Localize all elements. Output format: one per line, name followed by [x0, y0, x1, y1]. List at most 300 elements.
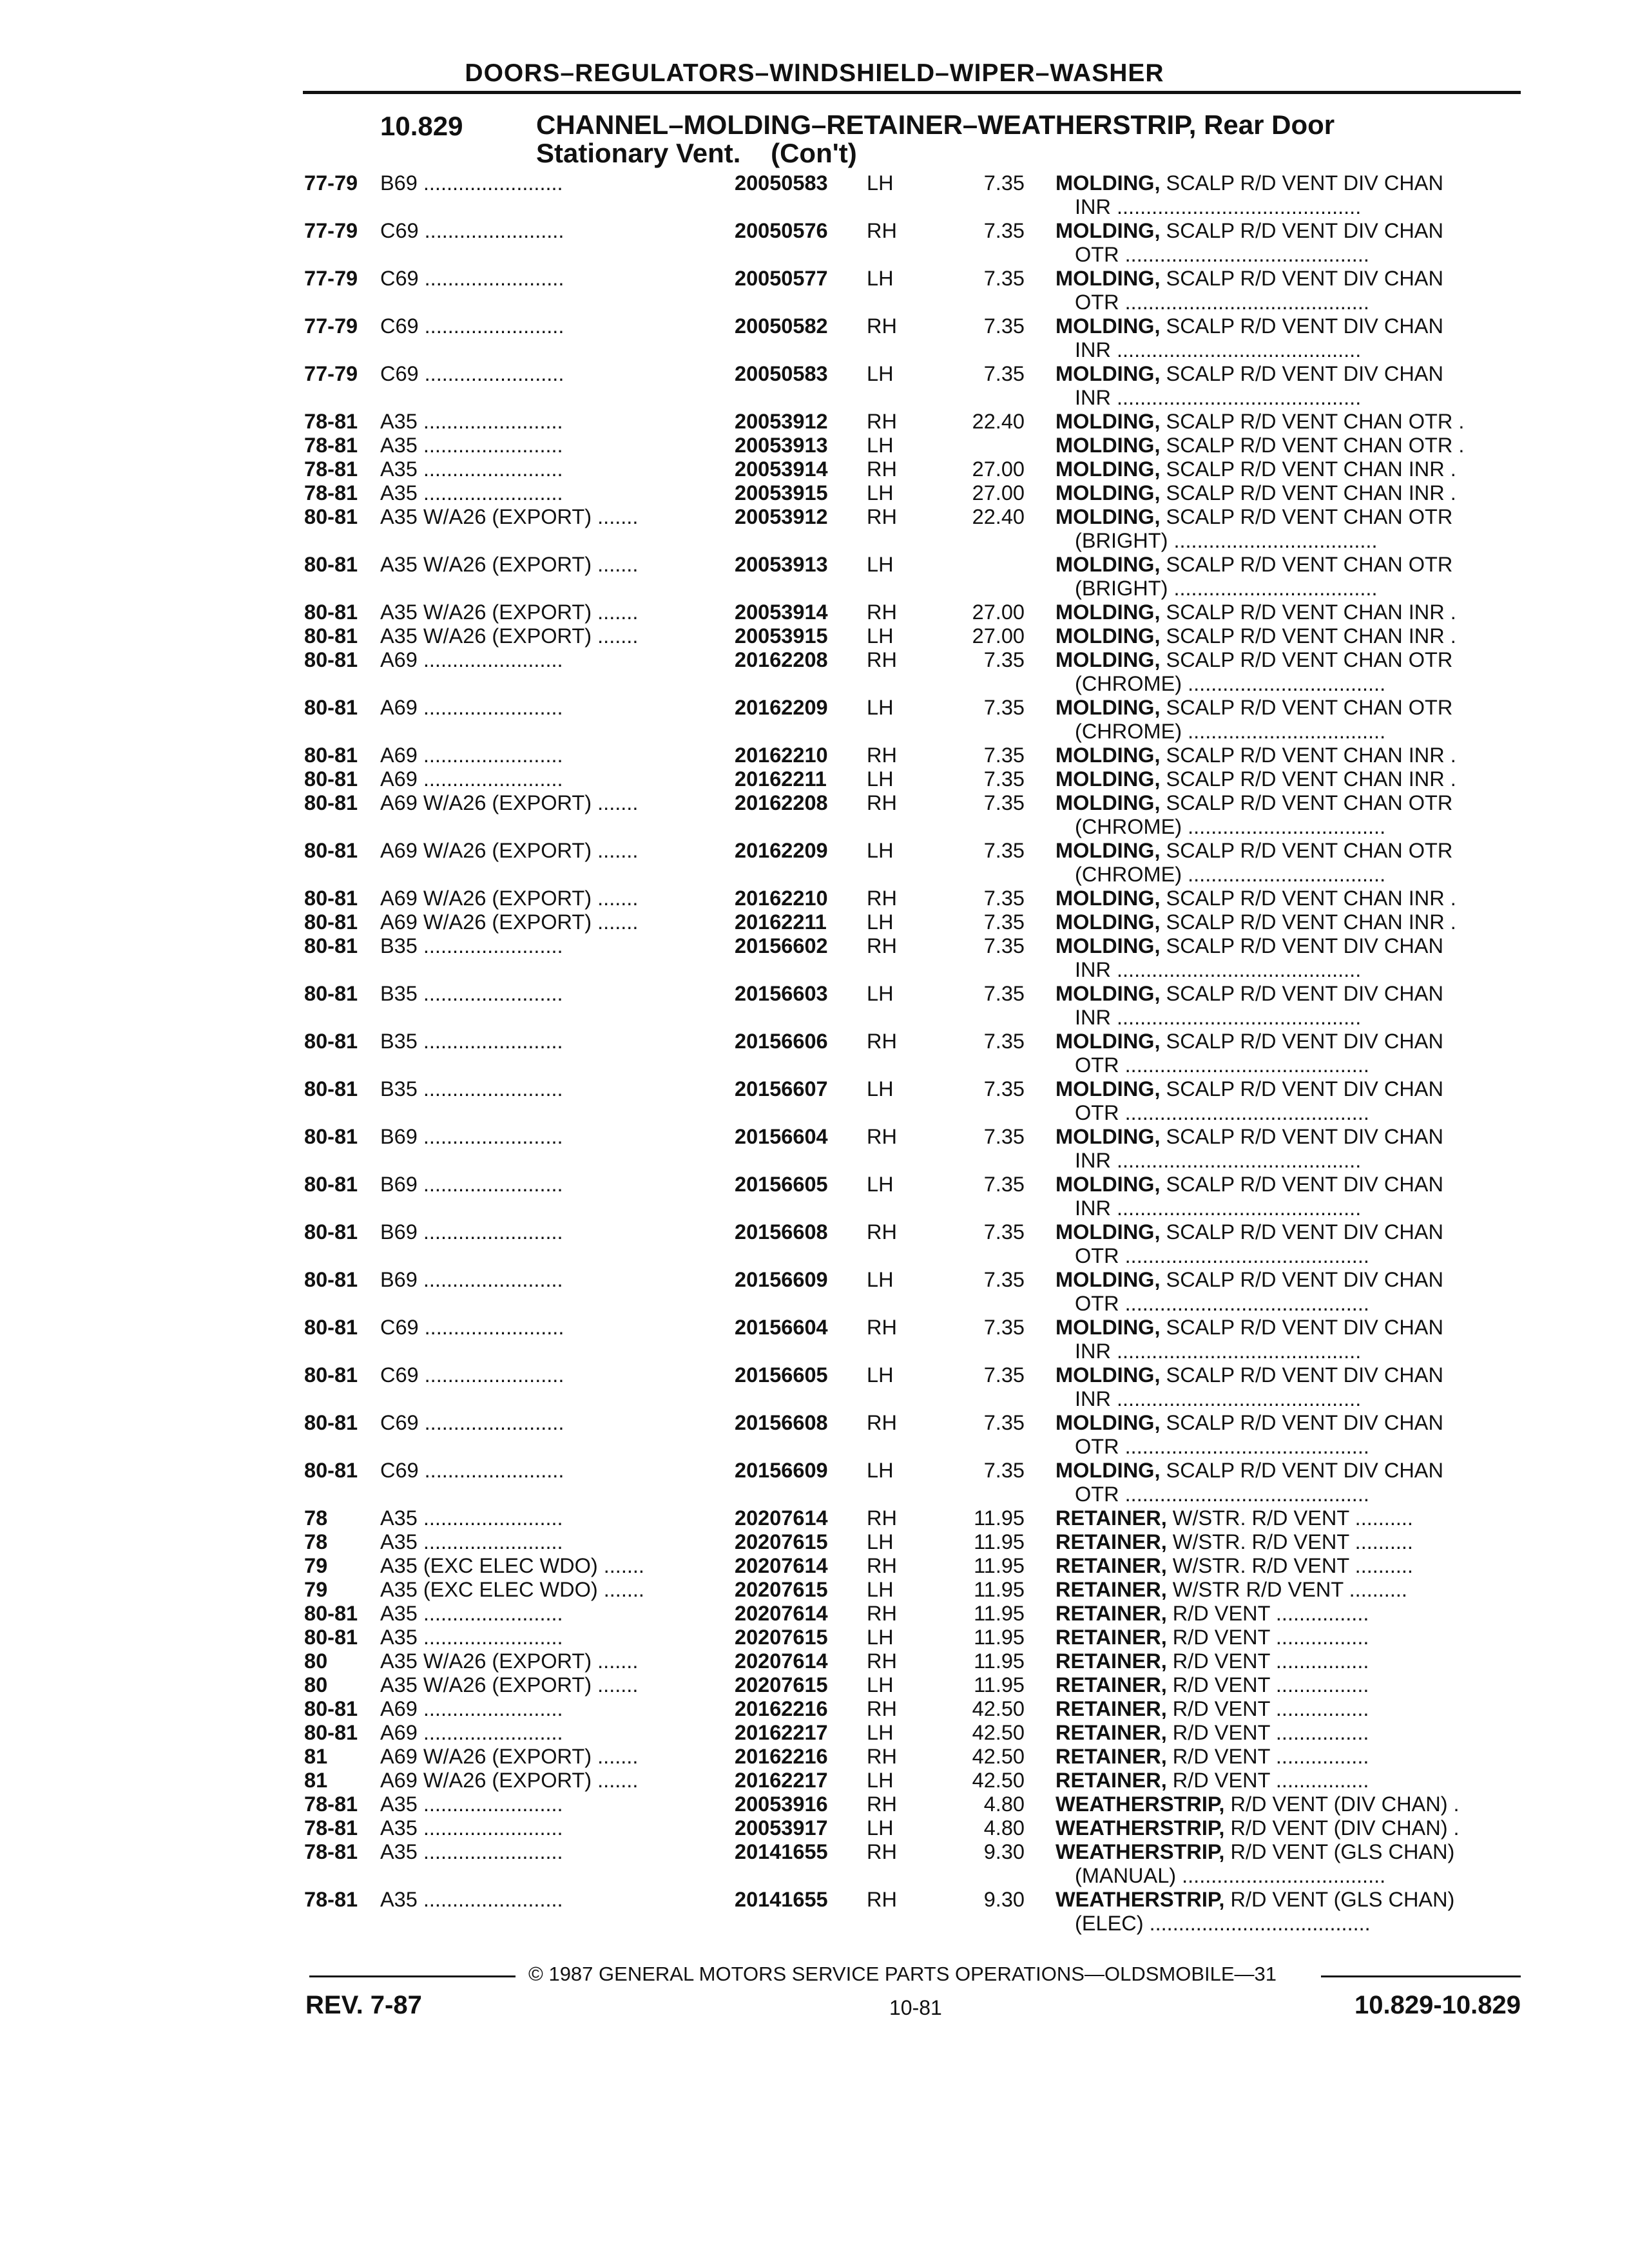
description-text: W/STR. R/D VENT ..........: [1166, 1554, 1413, 1577]
table-row: [0, 1459, 1629, 1506]
part-description: [1055, 1602, 1519, 1626]
model-code: A69 W/A26 (EXPORT) .......: [380, 1769, 639, 1792]
price: 7.35: [983, 1220, 1025, 1244]
model-year: 78-81: [304, 410, 358, 433]
model-code: A35 ........................: [380, 1530, 563, 1553]
model-year: 80-81: [304, 767, 358, 791]
description-keyword: WEATHERSTRIP,: [1055, 1888, 1225, 1911]
price: 11.95: [974, 1602, 1025, 1625]
description-line: [1055, 696, 1519, 720]
table-row: [0, 1649, 1629, 1673]
model-code: A69 W/A26 (EXPORT) .......: [380, 910, 639, 934]
table-row: [0, 1363, 1629, 1411]
description-continuation: OTR ..........................................: [1075, 1435, 1369, 1458]
side-code: LH: [867, 1173, 894, 1196]
description-text: SCALP R/D VENT DIV CHAN: [1160, 1316, 1443, 1339]
description-text: W/STR. R/D VENT ..........: [1166, 1530, 1413, 1553]
description-text: SCALP R/D VENT DIV CHAN: [1160, 1125, 1443, 1148]
description-text: SCALP R/D VENT CHAN INR .: [1160, 624, 1456, 648]
description-line: [1055, 744, 1519, 767]
description-line: [1055, 1125, 1519, 1149]
description-text: SCALP R/D VENT DIV CHAN: [1160, 982, 1443, 1005]
model-code: C69 ........................: [380, 1459, 564, 1482]
description-continuation: (CHROME) ..................................: [1075, 672, 1386, 695]
price: 7.35: [983, 314, 1025, 338]
model-code: B69 ........................: [380, 1220, 563, 1244]
part-description: [1055, 1554, 1519, 1578]
side-code: RH: [867, 505, 897, 528]
part-description: [1055, 910, 1519, 934]
price: 7.35: [983, 767, 1025, 791]
part-description: [1055, 1697, 1519, 1721]
table-row: [0, 1697, 1629, 1721]
table-row: [0, 648, 1629, 696]
model-year: 78-81: [304, 457, 358, 481]
table-row: [0, 553, 1629, 601]
table-row: [0, 934, 1629, 982]
part-number: 20156608: [735, 1411, 828, 1434]
price: 11.95: [974, 1578, 1025, 1601]
model-code: C69 ........................: [380, 1316, 564, 1339]
part-number: 20053912: [735, 505, 828, 528]
part-number: 20162217: [735, 1769, 828, 1792]
part-description: [1055, 314, 1519, 362]
model-year: 78-81: [304, 1816, 358, 1840]
side-code: LH: [867, 1721, 894, 1744]
description-line: [1055, 171, 1519, 195]
description-keyword: RETAINER,: [1055, 1697, 1167, 1720]
part-number: 20156609: [735, 1268, 828, 1291]
price: 7.35: [983, 219, 1025, 242]
model-year: 77-79: [304, 171, 358, 195]
part-number: 20162216: [735, 1697, 828, 1720]
part-description: [1055, 1840, 1519, 1888]
model-year: 78-81: [304, 1792, 358, 1816]
description-line: [1055, 1673, 1519, 1697]
description-text: R/D VENT (DIV CHAN) .: [1224, 1792, 1460, 1816]
model-code: A69 ........................: [380, 744, 563, 767]
part-number: 20053913: [735, 434, 828, 457]
price: 27.00: [972, 457, 1025, 481]
description-keyword: MOLDING,: [1055, 982, 1161, 1005]
description-keyword: RETAINER,: [1055, 1649, 1167, 1673]
side-code: RH: [867, 744, 897, 767]
part-number: 20156604: [735, 1125, 828, 1148]
model-code: A69 W/A26 (EXPORT) .......: [380, 791, 639, 814]
part-number: 20162211: [735, 767, 827, 791]
description-text: SCALP R/D VENT DIV CHAN: [1160, 267, 1443, 290]
model-year: 80-81: [304, 1173, 358, 1196]
side-code: RH: [867, 219, 897, 242]
description-text: SCALP R/D VENT CHAN OTR: [1160, 696, 1453, 719]
description-continuation: INR ..........................................: [1075, 195, 1362, 218]
model-code: A69 W/A26 (EXPORT) .......: [380, 839, 639, 862]
model-year: 78: [304, 1506, 328, 1530]
price: 42.50: [972, 1745, 1025, 1768]
part-number: 20053915: [735, 624, 828, 648]
model-code: A35 (EXC ELEC WDO) .......: [380, 1578, 644, 1601]
description-line: [1055, 1220, 1519, 1244]
side-code: RH: [867, 410, 897, 433]
description-line: [1055, 1506, 1519, 1530]
part-number: 20207614: [735, 1554, 828, 1577]
model-year: 81: [304, 1745, 328, 1768]
model-year: 77-79: [304, 267, 358, 290]
part-number: 20156606: [735, 1030, 828, 1053]
description-keyword: MOLDING,: [1055, 1173, 1161, 1196]
price: 7.35: [983, 744, 1025, 767]
description-continuation: INR ..........................................: [1075, 386, 1362, 409]
table-row: [0, 481, 1629, 505]
part-number: 20162210: [735, 744, 828, 767]
table-row: [0, 1840, 1629, 1888]
description-continuation: (ELEC) ......................................: [1075, 1912, 1371, 1935]
part-description: [1055, 1411, 1519, 1459]
model-code: A35 W/A26 (EXPORT) .......: [380, 505, 639, 528]
table-row: [0, 1721, 1629, 1745]
part-number: 20050577: [735, 267, 828, 290]
part-number: 20053915: [735, 481, 828, 505]
price: 7.35: [983, 934, 1025, 957]
table-row: [0, 1673, 1629, 1697]
description-text: SCALP R/D VENT CHAN INR .: [1160, 910, 1456, 934]
description-text: SCALP R/D VENT CHAN OTR: [1160, 839, 1453, 862]
description-keyword: MOLDING,: [1055, 601, 1161, 624]
description-line: [1055, 1816, 1519, 1840]
description-line: [1055, 791, 1519, 815]
side-code: RH: [867, 1745, 897, 1768]
price: 7.35: [983, 1077, 1025, 1100]
price: 7.35: [983, 696, 1025, 719]
description-text: SCALP R/D VENT DIV CHAN: [1160, 362, 1443, 385]
footer-revision: REV. 7-87: [305, 1991, 422, 2019]
side-code: RH: [867, 314, 897, 338]
model-code: C69 ........................: [380, 1411, 564, 1434]
model-year: 80-81: [304, 1077, 358, 1100]
description-continuation: OTR ..........................................: [1075, 1244, 1369, 1267]
description-line: [1055, 553, 1519, 577]
description-continuation: INR ..........................................: [1075, 1340, 1362, 1363]
part-number: 20207615: [735, 1626, 828, 1649]
model-year: 80-81: [304, 982, 358, 1005]
description-line: [1055, 839, 1519, 863]
model-year: 80-81: [304, 553, 358, 576]
description-keyword: MOLDING,: [1055, 791, 1161, 814]
description-keyword: RETAINER,: [1055, 1578, 1167, 1601]
part-description: [1055, 1363, 1519, 1411]
part-description: [1055, 1792, 1519, 1816]
price: 11.95: [974, 1530, 1025, 1553]
model-code: A69 ........................: [380, 648, 563, 671]
model-code: A35 W/A26 (EXPORT) .......: [380, 553, 639, 576]
table-row: [0, 1077, 1629, 1125]
description-keyword: MOLDING,: [1055, 219, 1161, 242]
price: 7.35: [983, 1268, 1025, 1291]
side-code: RH: [867, 1554, 897, 1577]
model-year: 80-81: [304, 696, 358, 719]
description-continuation: INR ..........................................: [1075, 338, 1362, 361]
side-code: RH: [867, 791, 897, 814]
table-row: [0, 1554, 1629, 1578]
model-year: 80-81: [304, 1459, 358, 1482]
price: 7.35: [983, 171, 1025, 195]
model-code: A35 (EXC ELEC WDO) .......: [380, 1554, 644, 1577]
description-continuation: OTR ..........................................: [1075, 291, 1369, 314]
side-code: RH: [867, 1697, 897, 1720]
description-keyword: MOLDING,: [1055, 839, 1161, 862]
table-row: [0, 1125, 1629, 1173]
model-year: 80-81: [304, 1268, 358, 1291]
table-row: [0, 744, 1629, 767]
side-code: LH: [867, 434, 894, 457]
description-text: SCALP R/D VENT CHAN OTR: [1160, 791, 1453, 814]
price: 7.35: [983, 1363, 1025, 1387]
part-number: 20162209: [735, 839, 828, 862]
description-line: [1055, 1530, 1519, 1554]
description-continuation: (MANUAL) ...................................: [1075, 1864, 1386, 1887]
page-title: DOORS–REGULATORS–WINDSHIELD–WIPER–WASHER: [465, 59, 1164, 87]
model-year: 80-81: [304, 910, 358, 934]
description-keyword: MOLDING,: [1055, 1220, 1161, 1244]
part-number: 20053916: [735, 1792, 828, 1816]
description-text: SCALP R/D VENT CHAN OTR .: [1160, 434, 1465, 457]
part-description: [1055, 1530, 1519, 1554]
side-code: LH: [867, 624, 894, 648]
side-code: RH: [867, 1840, 897, 1863]
side-code: RH: [867, 1316, 897, 1339]
description-line: [1055, 314, 1519, 338]
description-text: R/D VENT ................: [1166, 1721, 1369, 1744]
part-number: 20162211: [735, 910, 827, 934]
part-description: [1055, 767, 1519, 791]
description-text: SCALP R/D VENT CHAN INR .: [1160, 481, 1456, 505]
description-keyword: MOLDING,: [1055, 1363, 1161, 1387]
model-year: 80-81: [304, 624, 358, 648]
model-year: 80-81: [304, 744, 358, 767]
description-keyword: MOLDING,: [1055, 1125, 1161, 1148]
table-row: [0, 982, 1629, 1030]
description-keyword: MOLDING,: [1055, 457, 1161, 481]
part-number: 20141655: [735, 1840, 828, 1863]
model-code: A35 W/A26 (EXPORT) .......: [380, 1649, 639, 1673]
part-description: [1055, 791, 1519, 839]
price: 9.30: [983, 1840, 1025, 1863]
model-year: 80-81: [304, 791, 358, 814]
description-keyword: RETAINER,: [1055, 1506, 1167, 1530]
description-keyword: RETAINER,: [1055, 1745, 1167, 1768]
part-description: [1055, 481, 1519, 505]
description-keyword: MOLDING,: [1055, 410, 1161, 433]
description-text: R/D VENT ................: [1166, 1602, 1369, 1625]
description-keyword: MOLDING,: [1055, 696, 1161, 719]
description-continuation: INR ..........................................: [1075, 1196, 1362, 1220]
side-code: LH: [867, 767, 894, 791]
price: 4.80: [983, 1816, 1025, 1840]
part-description: [1055, 553, 1519, 601]
description-line: [1055, 1173, 1519, 1196]
part-description: [1055, 362, 1519, 410]
description-text: SCALP R/D VENT CHAN INR .: [1160, 767, 1456, 791]
section-title: [536, 111, 1503, 168]
price: 11.95: [974, 1649, 1025, 1673]
part-number: 20156603: [735, 982, 828, 1005]
table-row: [0, 1745, 1629, 1769]
model-code: B69 ........................: [380, 1268, 563, 1291]
description-keyword: MOLDING,: [1055, 553, 1161, 576]
table-row: [0, 1173, 1629, 1220]
description-keyword: WEATHERSTRIP,: [1055, 1840, 1225, 1863]
description-keyword: MOLDING,: [1055, 434, 1161, 457]
model-code: B35 ........................: [380, 934, 563, 957]
side-code: LH: [867, 362, 894, 385]
price: 11.95: [974, 1673, 1025, 1696]
description-text: R/D VENT (DIV CHAN) .: [1224, 1816, 1460, 1840]
model-year: 80-81: [304, 1626, 358, 1649]
description-keyword: MOLDING,: [1055, 267, 1161, 290]
table-row: [0, 696, 1629, 744]
model-code: A69 ........................: [380, 767, 563, 791]
side-code: LH: [867, 910, 894, 934]
part-description: [1055, 887, 1519, 910]
description-continuation: OTR ..........................................: [1075, 1053, 1369, 1077]
description-keyword: MOLDING,: [1055, 624, 1161, 648]
table-row: [0, 791, 1629, 839]
side-code: RH: [867, 648, 897, 671]
part-description: [1055, 505, 1519, 553]
part-description: [1055, 1649, 1519, 1673]
description-continuation: (BRIGHT) ...................................: [1075, 577, 1378, 600]
model-year: 80-81: [304, 1316, 358, 1339]
price: 42.50: [972, 1697, 1025, 1720]
description-keyword: RETAINER,: [1055, 1530, 1167, 1553]
description-line: [1055, 1840, 1519, 1864]
price: 22.40: [972, 505, 1025, 528]
description-continuation: OTR ..........................................: [1075, 1101, 1369, 1124]
description-line: [1055, 1268, 1519, 1292]
part-description: [1055, 648, 1519, 696]
description-line: [1055, 1030, 1519, 1053]
model-year: 77-79: [304, 314, 358, 338]
model-code: A69 W/A26 (EXPORT) .......: [380, 887, 639, 910]
model-year: 78-81: [304, 481, 358, 505]
model-code: A35 ........................: [380, 457, 563, 481]
description-text: SCALP R/D VENT DIV CHAN: [1160, 1030, 1443, 1053]
model-year: 80-81: [304, 1411, 358, 1434]
side-code: RH: [867, 1411, 897, 1434]
description-line: [1055, 219, 1519, 243]
description-line: [1055, 1411, 1519, 1435]
description-text: SCALP R/D VENT DIV CHAN: [1160, 1268, 1443, 1291]
model-year: 78-81: [304, 1888, 358, 1911]
part-number: 20050576: [735, 219, 828, 242]
side-code: RH: [867, 1125, 897, 1148]
price: 7.35: [983, 1459, 1025, 1482]
model-year: 77-79: [304, 219, 358, 242]
model-year: 80-81: [304, 1697, 358, 1720]
description-keyword: RETAINER,: [1055, 1554, 1167, 1577]
price: 7.35: [983, 839, 1025, 862]
table-row: [0, 1030, 1629, 1077]
description-text: SCALP R/D VENT DIV CHAN: [1160, 1411, 1443, 1434]
price: 7.35: [983, 791, 1025, 814]
model-code: A35 ........................: [380, 1626, 563, 1649]
description-line: [1055, 1077, 1519, 1101]
table-row: [0, 1626, 1629, 1649]
model-year: 79: [304, 1554, 328, 1577]
description-keyword: MOLDING,: [1055, 1411, 1161, 1434]
part-description: [1055, 1316, 1519, 1363]
side-code: RH: [867, 1792, 897, 1816]
model-code: A35 ........................: [380, 1506, 563, 1530]
side-code: RH: [867, 1602, 897, 1625]
description-line: [1055, 1578, 1519, 1602]
section-title-line2: Stationary Vent. (Con't): [536, 138, 857, 168]
part-description: [1055, 624, 1519, 648]
part-description: [1055, 1769, 1519, 1792]
description-text: SCALP R/D VENT DIV CHAN: [1160, 1077, 1443, 1100]
side-code: RH: [867, 601, 897, 624]
model-code: A35 W/A26 (EXPORT) .......: [380, 1673, 639, 1696]
description-keyword: MOLDING,: [1055, 171, 1161, 195]
description-text: SCALP R/D VENT DIV CHAN: [1160, 1220, 1443, 1244]
description-text: R/D VENT ................: [1166, 1745, 1369, 1768]
description-continuation: OTR ..........................................: [1075, 1292, 1369, 1315]
table-row: [0, 410, 1629, 434]
description-text: W/STR R/D VENT ..........: [1166, 1578, 1407, 1601]
table-row: [0, 434, 1629, 457]
part-number: 20050583: [735, 171, 828, 195]
description-line: [1055, 624, 1519, 648]
description-line: [1055, 601, 1519, 624]
price: 4.80: [983, 1792, 1025, 1816]
description-keyword: MOLDING,: [1055, 744, 1161, 767]
description-text: W/STR. R/D VENT ..........: [1166, 1506, 1413, 1530]
model-code: C69 ........................: [380, 267, 564, 290]
side-code: RH: [867, 457, 897, 481]
description-line: [1055, 1721, 1519, 1745]
table-row: [0, 314, 1629, 362]
table-row: [0, 624, 1629, 648]
side-code: LH: [867, 1769, 894, 1792]
model-code: A35 ........................: [380, 1602, 563, 1625]
part-number: 20162210: [735, 887, 828, 910]
footer-left-rule: [309, 1975, 516, 1977]
description-text: SCALP R/D VENT DIV CHAN: [1160, 1173, 1443, 1196]
model-code: B69 ........................: [380, 1173, 563, 1196]
description-text: R/D VENT (GLS CHAN): [1224, 1888, 1455, 1911]
side-code: LH: [867, 1578, 894, 1601]
description-keyword: MOLDING,: [1055, 362, 1161, 385]
description-text: SCALP R/D VENT CHAN INR .: [1160, 457, 1456, 481]
side-code: LH: [867, 696, 894, 719]
price: 7.35: [983, 1030, 1025, 1053]
description-continuation: OTR ..........................................: [1075, 1483, 1369, 1506]
model-year: 81: [304, 1769, 328, 1792]
description-keyword: MOLDING,: [1055, 934, 1161, 957]
description-line: [1055, 1745, 1519, 1769]
part-number: 20162208: [735, 648, 828, 671]
description-keyword: MOLDING,: [1055, 481, 1161, 505]
side-code: RH: [867, 934, 897, 957]
description-keyword: RETAINER,: [1055, 1626, 1167, 1649]
part-number: 20156607: [735, 1077, 828, 1100]
side-code: LH: [867, 553, 894, 576]
description-keyword: MOLDING,: [1055, 767, 1161, 791]
part-description: [1055, 1673, 1519, 1697]
description-keyword: MOLDING,: [1055, 505, 1161, 528]
description-text: SCALP R/D VENT CHAN OTR .: [1160, 410, 1465, 433]
part-description: [1055, 601, 1519, 624]
